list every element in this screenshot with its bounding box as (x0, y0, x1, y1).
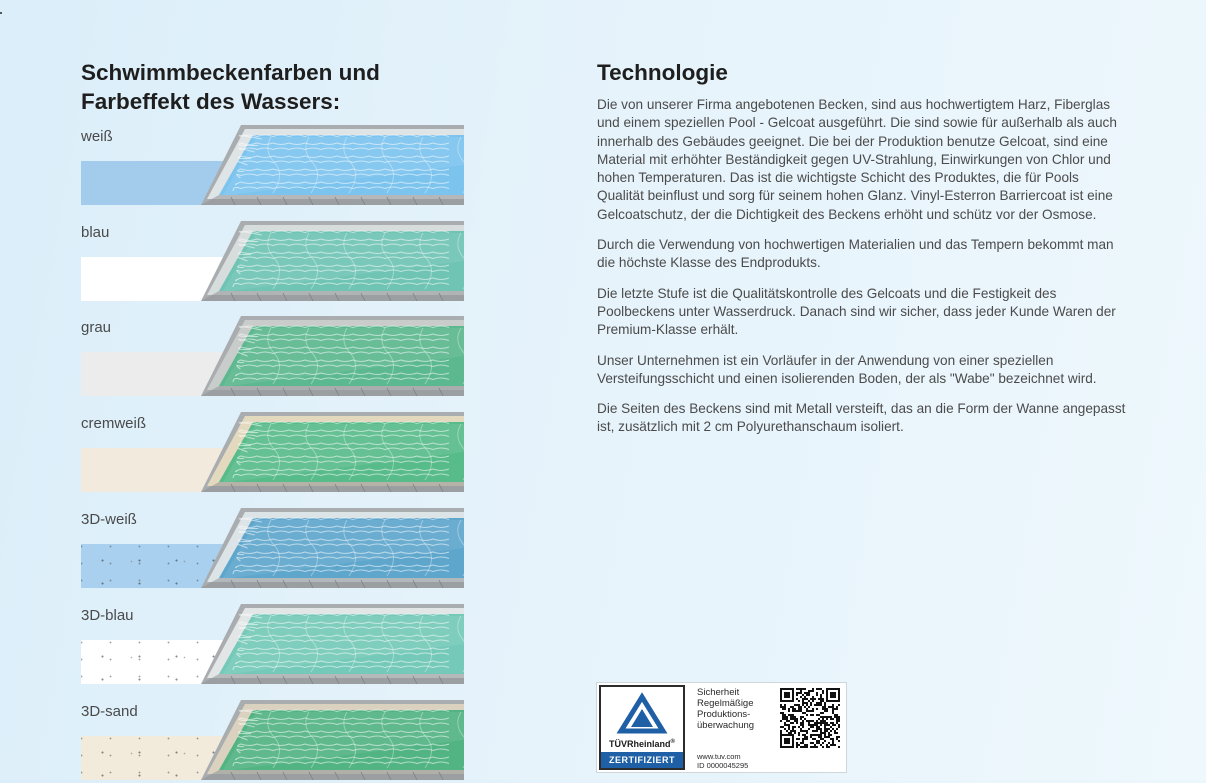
color-option (81, 224, 464, 304)
paragraph: Die letzte Stufe ist die Qualitätskontrolle des Gelcoats und die Festigkeit des Poolbeckens unter Wasserdruck. Danach sind wir sicher, dass jeder Kunde Waren der Premium-Klasse erhält. (597, 285, 1116, 338)
color-option (81, 319, 464, 399)
pool-water-preview (201, 700, 464, 780)
color-label: blau (81, 224, 110, 241)
qr-code-icon[interactable] (779, 687, 841, 749)
tuv-certificate (596, 682, 847, 773)
certificate-line: Produktions- (697, 709, 751, 720)
pool-water-preview (201, 125, 464, 205)
certificate-line: überwachung (697, 720, 755, 731)
certificate-line: Sicherheit (697, 687, 740, 698)
paragraph: Unser Unternehmen ist ein Vorläufer in der Anwendung von einer speziellen Versteifungsschicht und einen isolierenden Boden, der als "Wabe" bezeichnet wird. (597, 352, 1097, 386)
color-label: 3D-sand (81, 703, 138, 720)
color-label: grau (81, 319, 112, 336)
triangle-icon (601, 687, 683, 737)
pool-water-preview (201, 604, 464, 684)
pool-water-preview (201, 412, 464, 492)
corner-mark (0, 12, 2, 14)
pool-water-preview (201, 316, 464, 396)
colors-heading-line1: Schwimmbeckenfarben und (81, 60, 380, 85)
certificate-url[interactable]: www.tuv.com (697, 752, 741, 761)
color-option (81, 607, 464, 687)
technology-text (597, 96, 1127, 449)
technology-heading: Technologie (597, 60, 728, 85)
color-option (81, 128, 464, 208)
colors-heading (81, 58, 501, 116)
paragraph: Die Seiten des Beckens sind mit Metall versteift, das an die Form der Wanne angepasst ist, zusätzlich mit 2 cm Polyurethanschaum isoliert. (597, 401, 1126, 435)
certificate-web (697, 753, 748, 770)
certificate-line: Regelmäßige (697, 698, 754, 709)
pool-water-preview (201, 508, 464, 588)
color-label: 3D-weiß (81, 511, 137, 528)
color-label: cremweiß (81, 415, 147, 432)
color-option (81, 415, 464, 495)
tuv-brand: TÜVRheinland® (609, 739, 675, 749)
color-option (81, 511, 464, 591)
pool-water-preview (201, 221, 464, 301)
certificate-info (697, 687, 754, 731)
color-option (81, 703, 464, 783)
paragraph: Durch die Verwendung von hochwertigen Materialien und das Tempern bekommt man die höchste Klasse des Endprodukts. (597, 237, 1114, 271)
certified-badge: ZERTIFIZIERT (601, 752, 683, 768)
color-label: weiß (81, 128, 113, 145)
certificate-id: ID 0000045295 (697, 760, 749, 770)
paragraph: Die von unserer Firma angebotenen Becken, sind aus hochwertigtem Harz, Fiberglas und einem speziellen Pool - Gelcoat ausgeführt. Die sind sowie für außerhalb als auch innerhalb des Gebäudes geeignet. Die bei der Produktion benutze Gelcoat, sind eine Material mit erhöhter Beständigkeit gegen UV-Strahlung, Einwirkungen von Chlor und hohen Temperaturen. Das ist die wichtigste Schicht des Produktes, die für Pools Qualität beinflust und sorg für seinem hohen Glanz. Vinyl-Esterron Barriercoat ist eine Gelcoatschutz, der die Dichtigkeit des Beckens erhöht und schütz vor der Osmose. (597, 97, 1117, 222)
color-label: 3D-blau (81, 607, 134, 624)
colors-heading-line2: Farbeffekt des Wassers: (81, 89, 341, 114)
tuv-logo (599, 685, 685, 770)
